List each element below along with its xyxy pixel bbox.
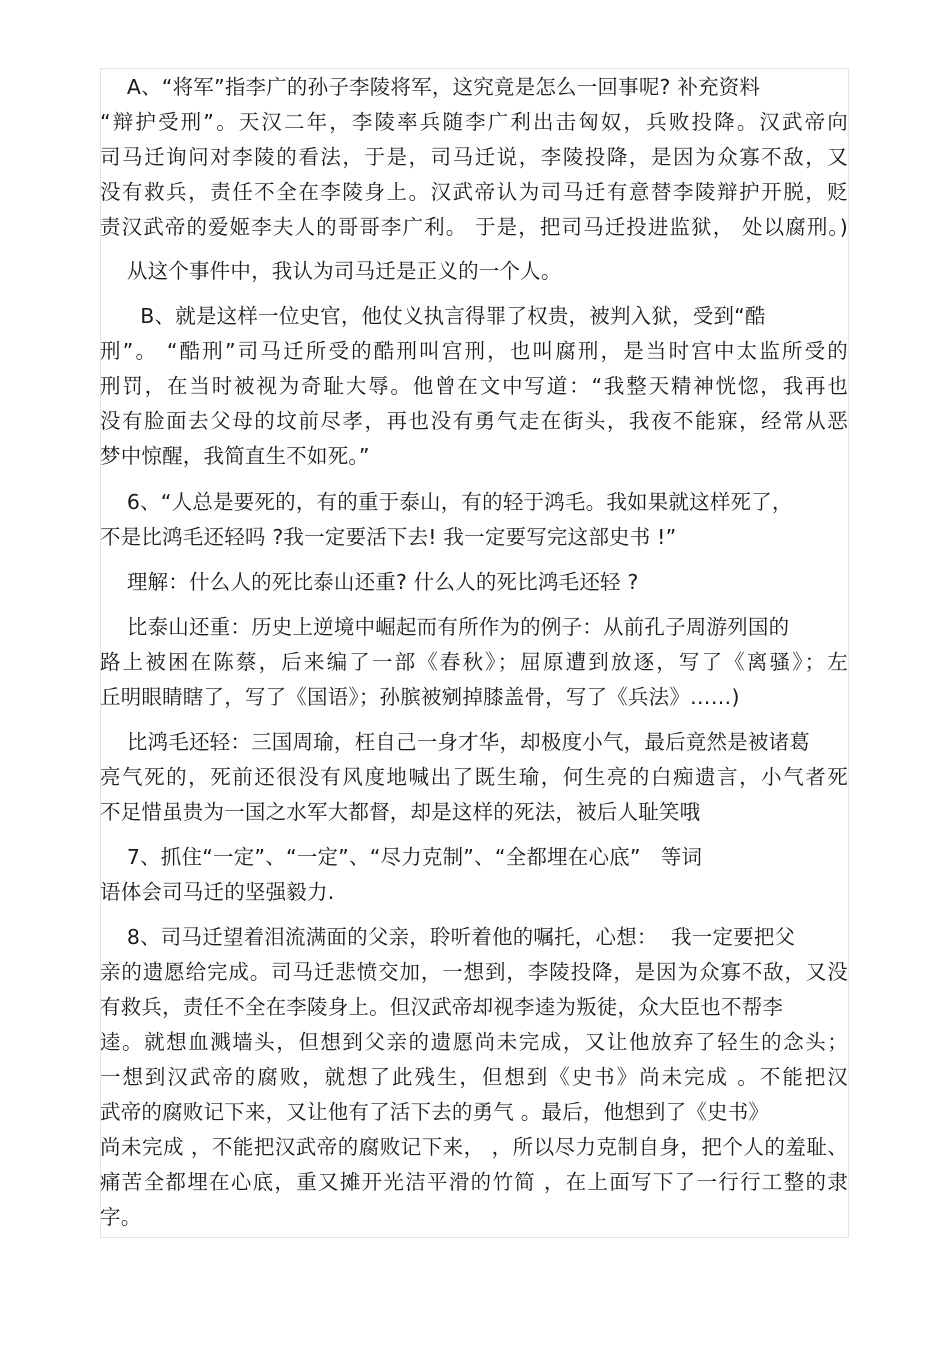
text-line: 比鸿毛还轻：三国周瑜，枉自己一身才华，却极度小气，最后竟然是被诸葛	[100, 730, 810, 754]
text-line: 刑罚，在当时被视为奇耻大辱。他曾在文中写道：“我整天精神恍惚，我再也	[100, 374, 848, 398]
text-line: 比泰山还重：历史上逆境中崛起而有所作为的例子：从前孔子周游列国的	[100, 615, 790, 639]
text-line: B、就是这样一位史官，他仗义执言得罪了权贵，被判入狱，受到“酷	[100, 304, 766, 328]
text-line: 亮气死的，死前还很没有风度地喊出了既生瑜，何生亮的白痴遗言，小气者死	[100, 765, 848, 789]
text-line: 梦中惊醒，我简直生不如死。”	[100, 444, 370, 468]
text-line: 武帝的腐败记下来，又让他有了活下去的勇气 。最后，他想到了《史书》	[100, 1100, 770, 1124]
text-line: 7、抓住“一定”、“一定”、“尽力克制”、“全都埋在心底” 等词	[100, 845, 703, 869]
text-line: 亲的遗愿给完成。司马迁悲愤交加，一想到，李陵投降，是因为众寡不敌，又没	[100, 960, 848, 984]
text-line: 8、司马迁望着泪流满面的父亲，聆听着他的嘱托，心想： 我一定要把父	[100, 925, 796, 949]
text-line: 一想到汉武帝的腐败，就想了此残生，但想到《史书》尚未完成 。不能把汉	[100, 1065, 848, 1089]
text-line: 痛苦全都埋在心底，重又摊开光洁平滑的竹简 ，在上面写下了一行行工整的隶	[100, 1170, 848, 1194]
text-line: 路上被困在陈蔡，后来编了一部《春秋》；屈原遭到放逐，写了《离骚》；左	[100, 650, 848, 674]
text-line: 刑”。 “酷刑”司马迁所受的酷刑叫宫刑，也叫腐刑，是当时宫中太监所受的	[100, 339, 848, 363]
text-line: 不足惜虽贵为一国之水军大都督，却是这样的死法，被后人耻笑哦	[100, 800, 701, 824]
text-line: 没有脸面去父母的坟前尽孝，再也没有勇气走在街头，我夜不能寐，经常从恶	[100, 409, 848, 433]
text-line: 有救兵，责任不全在李陵身上。但汉武帝却视李逵为叛徒，众大臣也不帮李	[100, 995, 784, 1019]
text-line: 不是比鸿毛还轻吗 ?我一定要活下去! 我一定要写完这部史书 !”	[100, 525, 677, 549]
text-line: 逵。就想血溅墙头，但想到父亲的遗愿尚未完成，又让他放弃了轻生的念头；	[100, 1030, 848, 1054]
text-line: 理解：什么人的死比泰山还重? 什么人的死比鸿毛还轻 ?	[100, 570, 639, 594]
text-line: 尚未完成 ，不能把汉武帝的腐败记下来， ，所以尽力克制自身，把个人的羞耻、	[100, 1135, 848, 1159]
text-line: 从这个事件中，我认为司马迁是正义的一个人。	[100, 259, 562, 283]
text-line: 没有救兵，责任不全在李陵身上。汉武帝认为司马迁有意替李陵辩护开脱，贬	[100, 180, 848, 204]
text-line: 司马迁询问对李陵的看法，于是，司马迁说，李陵投降，是因为众寡不敌，又	[100, 145, 848, 169]
text-line: “辩护受刑”。天汉二年，李陵率兵随李广利出击匈奴，兵败投降。汉武帝向	[100, 110, 848, 134]
text-line: 责汉武帝的爱姬李夫人的哥哥李广利。 于是，把司马迁投进监狱， 处以腐刑。)	[100, 215, 848, 239]
text-line: 6、“人总是要死的，有的重于泰山，有的轻于鸿毛。我如果就这样死了，	[100, 490, 793, 514]
text-line: 丘明眼睛瞎了，写了《国语》；孙膑被剜掉膝盖骨，写了《兵法》……)	[100, 685, 740, 709]
text-line: 字。	[100, 1205, 142, 1229]
text-line: A、“将军”指李广的孙子李陵将军，这究竟是怎么一回事呢? 补充资料	[100, 75, 761, 99]
text-line: 语体会司马迁的坚强毅力.	[100, 880, 335, 904]
